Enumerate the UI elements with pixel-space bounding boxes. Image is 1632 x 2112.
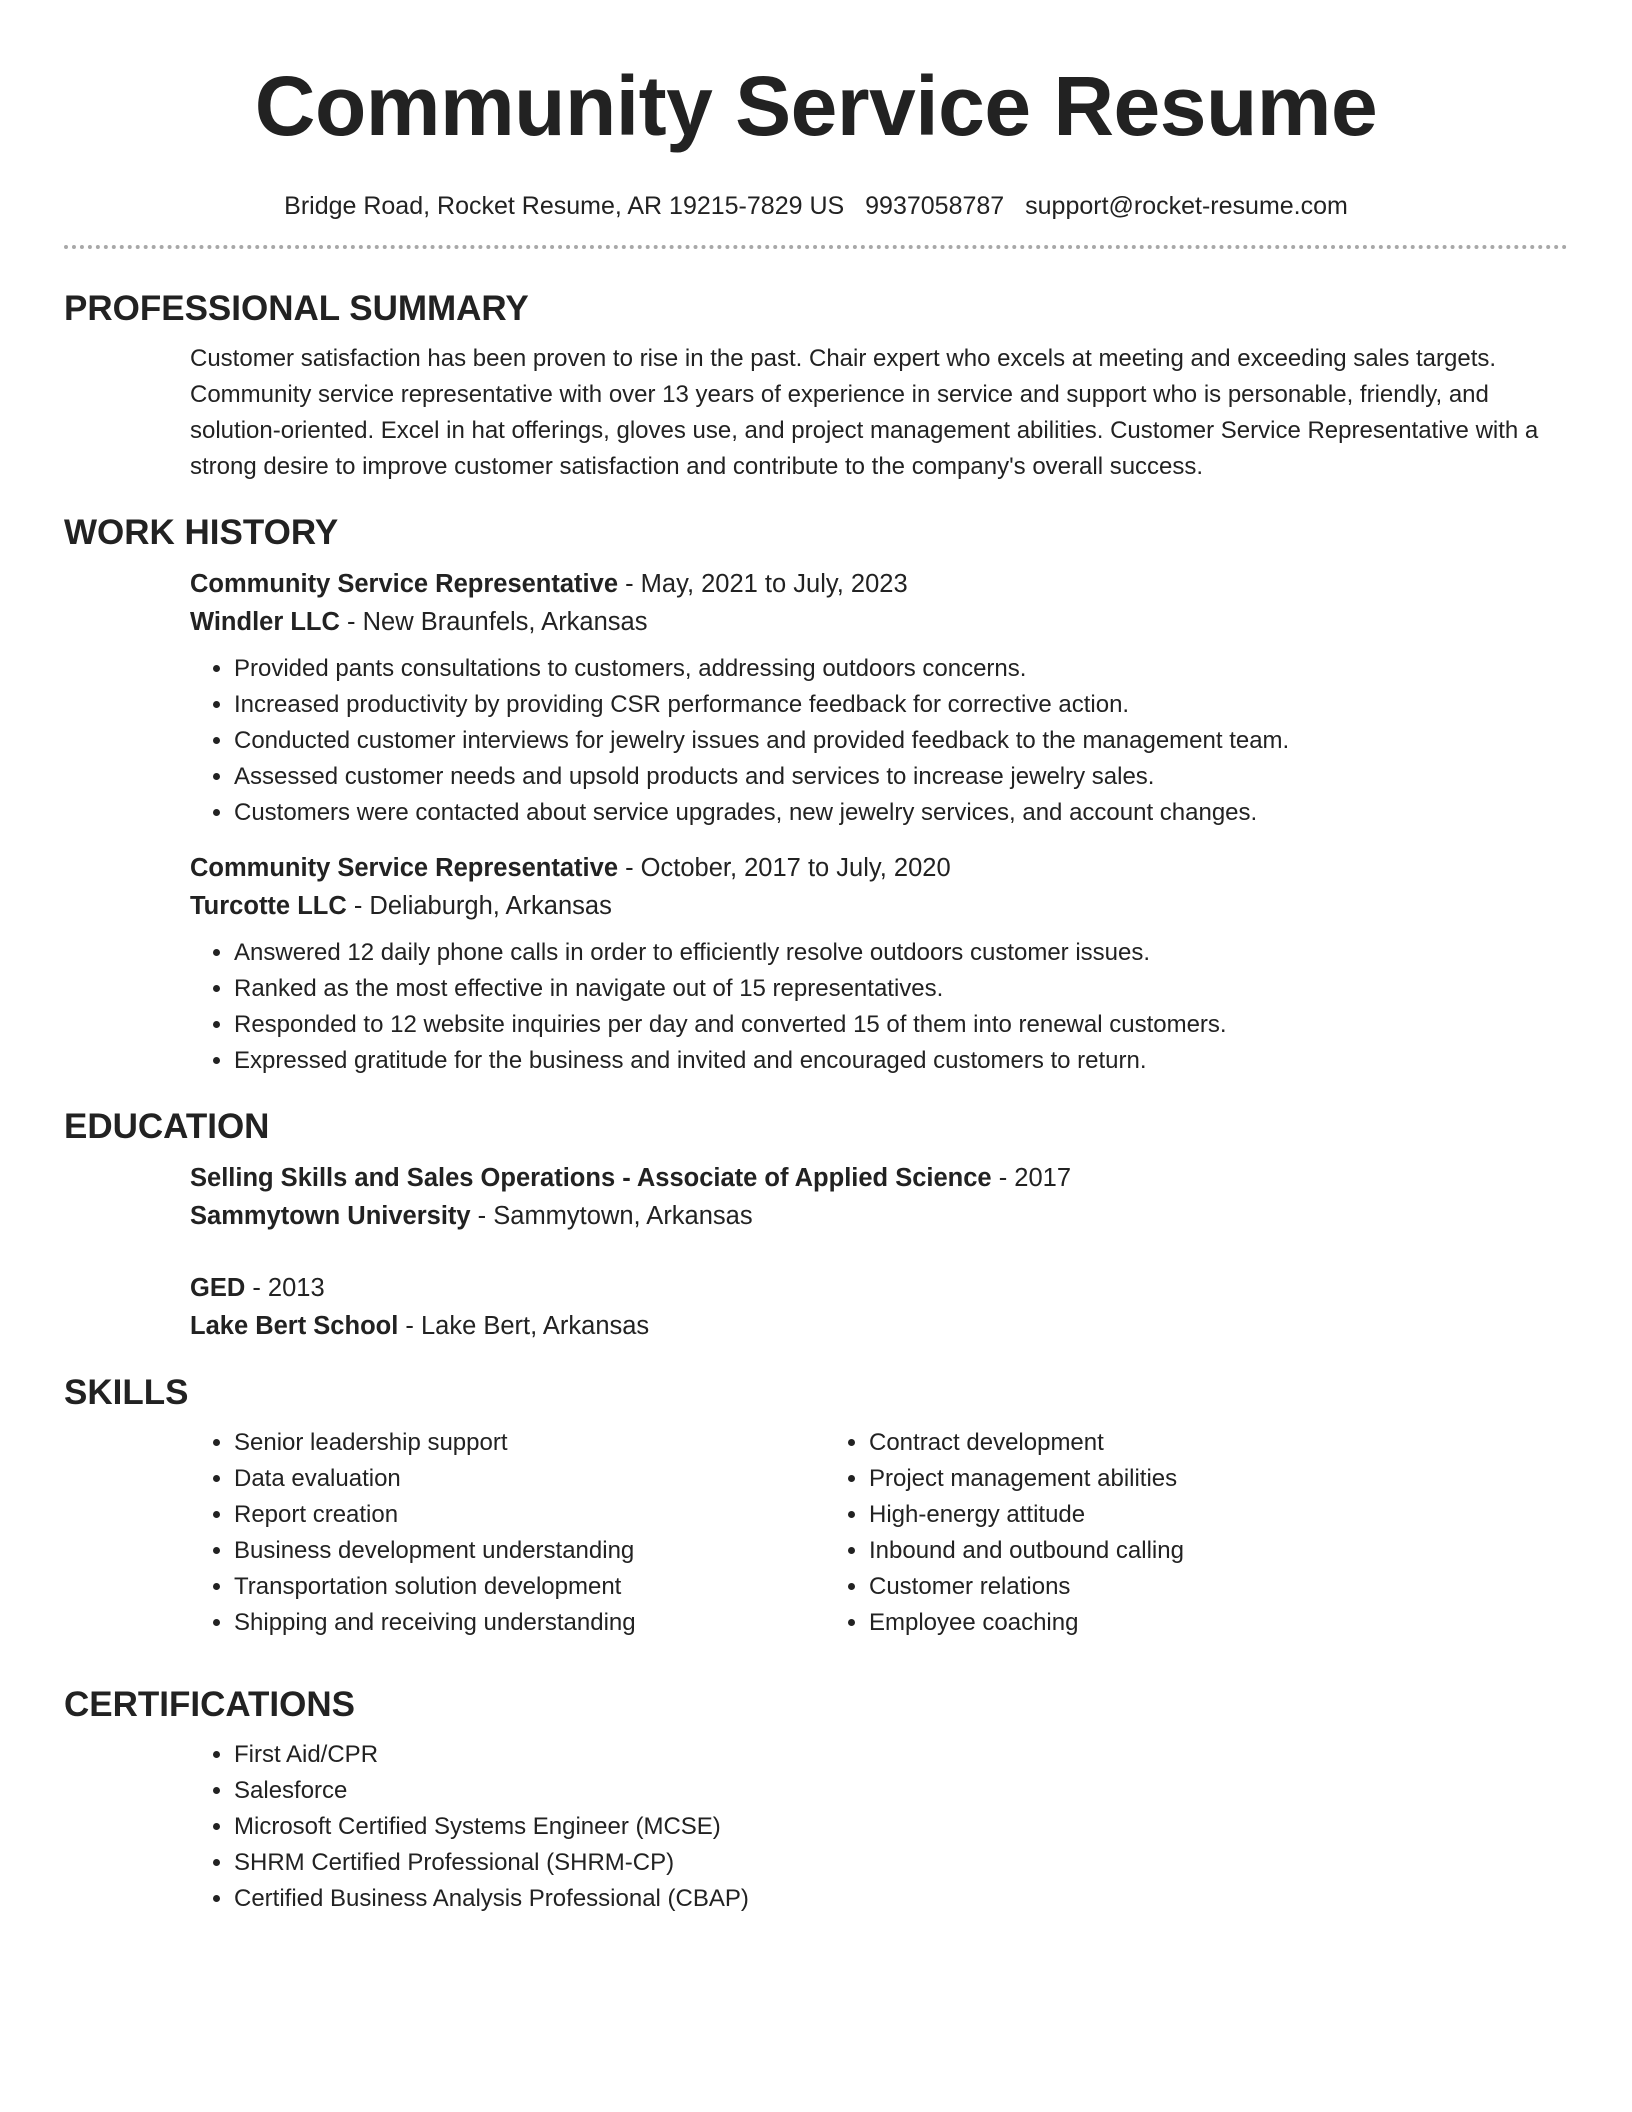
education-school: Sammytown University	[190, 1202, 471, 1230]
resume-header	[64, 0, 1568, 249]
list-item: • Project management abilities	[869, 1461, 1460, 1497]
skills-grid	[190, 1425, 1568, 1641]
job-dates: - May, 2021 to July, 2023	[618, 570, 908, 598]
education-school: Lake Bert School	[190, 1312, 399, 1340]
job-bullets	[190, 651, 1568, 831]
education-location: - Lake Bert, Arkansas	[398, 1312, 650, 1340]
skills-column-right	[825, 1425, 1460, 1641]
certifications-section	[64, 1685, 1568, 1917]
education-degree: Selling Skills and Sales Operations - Associate of Applied Science	[190, 1164, 992, 1192]
education-year: - 2017	[991, 1164, 1071, 1192]
resume-title: Community Service Resume	[254, 59, 1378, 153]
contact-phone: 9937058787	[865, 192, 1005, 220]
education-body	[190, 1159, 1568, 1345]
education-degree-line	[190, 1159, 1568, 1197]
list-item: • Increased productivity by providing CSR performance feedback for corrective action.	[234, 687, 1568, 723]
list-item: • Expressed gratitude for the business and invited and encouraged customers to return.	[234, 1043, 1568, 1079]
contact-address: Bridge Road, Rocket Resume, AR 19215-7829 US	[284, 192, 845, 220]
list-item: • Conducted customer interviews for jewelry issues and provided feedback to the management team.	[234, 723, 1568, 759]
work-history-heading: WORK HISTORY	[64, 513, 339, 552]
list-item: • Shipping and receiving understanding	[234, 1605, 825, 1641]
list-item: • First Aid/CPR	[234, 1737, 1568, 1773]
job-location: - Deliaburgh, Arkansas	[346, 892, 612, 920]
header-divider	[64, 245, 1568, 249]
job-role-line	[190, 565, 1568, 603]
skills-heading: SKILLS	[64, 1373, 189, 1412]
summary-text: Customer satisfaction has been proven to rise in the past. Chair expert who excels at meeting and exceeding sales targets. Community service representative with over 13 years of experience in service and support who is personable, friendly, and solution-oriented. Excel in hat offerings, gloves use, and project management abilities. Customer Service Representative with a strong desire to improve customer satisfaction and contribute to the company's overall success.	[190, 345, 1539, 480]
list-item: • Data evaluation	[234, 1461, 825, 1497]
education-school-line	[190, 1197, 1568, 1235]
job-role: Community Service Representative	[190, 570, 618, 598]
education-degree-line	[190, 1269, 1568, 1307]
list-item: • Certified Business Analysis Professional (CBAP)	[234, 1881, 1568, 1917]
job-company: Windler LLC	[190, 608, 340, 636]
list-item: • Microsoft Certified Systems Engineer (MCSE)	[234, 1809, 1568, 1845]
education-school-line	[190, 1307, 1568, 1345]
list-item: • Senior leadership support	[234, 1425, 825, 1461]
list-item: • Inbound and outbound calling	[869, 1533, 1460, 1569]
education-section	[64, 1107, 1568, 1345]
certifications-body	[190, 1737, 1568, 1917]
list-item: • Contract development	[869, 1425, 1460, 1461]
list-item: • Responded to 12 website inquiries per day and converted 15 of them into renewal customers.	[234, 1007, 1568, 1043]
education-year: - 2013	[245, 1274, 325, 1302]
summary-heading: PROFESSIONAL SUMMARY	[64, 289, 529, 328]
summary-section	[64, 289, 1568, 485]
certifications-heading: CERTIFICATIONS	[64, 1685, 356, 1724]
list-item: • Provided pants consultations to customers, addressing outdoors concerns.	[234, 651, 1568, 687]
education-entry	[190, 1269, 1568, 1345]
job-location: - New Braunfels, Arkansas	[339, 608, 648, 636]
job-entry	[190, 565, 1568, 831]
list-item: • High-energy attitude	[869, 1497, 1460, 1533]
work-history-body	[190, 565, 1568, 1079]
job-entry	[190, 849, 1568, 1079]
list-item: • Salesforce	[234, 1773, 1568, 1809]
job-role: Community Service Representative	[190, 854, 618, 882]
work-history-section	[64, 513, 1568, 1079]
job-dates: - October, 2017 to July, 2020	[618, 854, 951, 882]
job-bullets	[190, 935, 1568, 1079]
list-item: • SHRM Certified Professional (SHRM-CP)	[234, 1845, 1568, 1881]
list-item: • Ranked as the most effective in navigate out of 15 representatives.	[234, 971, 1568, 1007]
job-company-line	[190, 603, 1568, 641]
education-heading: EDUCATION	[64, 1107, 270, 1146]
education-entry	[190, 1159, 1568, 1235]
education-degree: GED	[190, 1274, 246, 1302]
list-item: • Employee coaching	[869, 1605, 1460, 1641]
certifications-list	[190, 1737, 1568, 1917]
skills-section	[64, 1373, 1568, 1641]
job-company-line	[190, 887, 1568, 925]
list-item: • Answered 12 daily phone calls in order to efficiently resolve outdoors customer issues.	[234, 935, 1568, 971]
list-item: • Business development understanding	[234, 1533, 825, 1569]
list-item: • Transportation solution development	[234, 1569, 825, 1605]
contact-email: support@rocket-resume.com	[1025, 192, 1348, 220]
list-item: • Customer relations	[869, 1569, 1460, 1605]
list-item: • Report creation	[234, 1497, 825, 1533]
summary-body	[190, 341, 1568, 485]
job-role-line	[190, 849, 1568, 887]
list-item: • Customers were contacted about service upgrades, new jewelry services, and account changes.	[234, 795, 1568, 831]
education-location: - Sammytown, Arkansas	[470, 1202, 753, 1230]
list-item: • Assessed customer needs and upsold products and services to increase jewelry sales.	[234, 759, 1568, 795]
job-company: Turcotte LLC	[190, 892, 347, 920]
contact-line	[64, 190, 1568, 222]
skills-column-left	[190, 1425, 825, 1641]
